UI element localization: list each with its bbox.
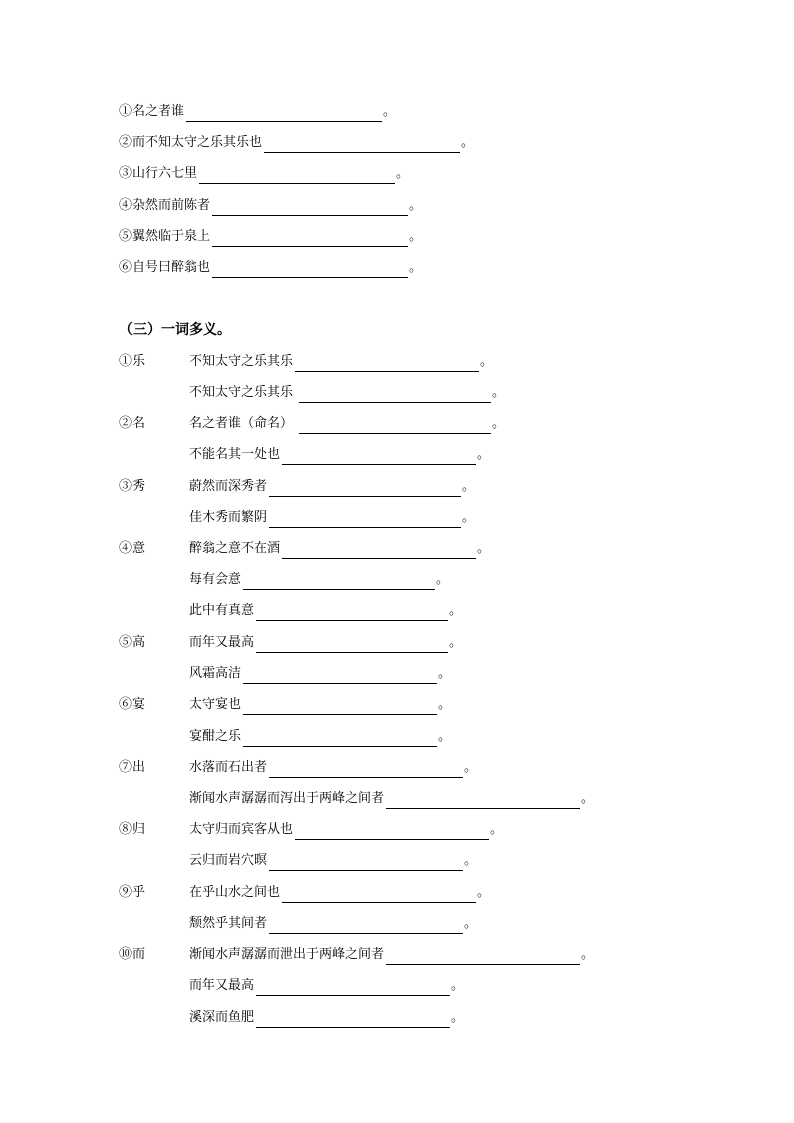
phrase-text: 此中有真意 (189, 603, 255, 618)
question-line (119, 102, 396, 122)
question-text: ③山行六七里 (119, 166, 198, 181)
period: 。 (451, 978, 465, 993)
period: 。 (409, 229, 423, 244)
question-text: ④杂然而前陈者 (119, 198, 211, 213)
question-text: ⑥自号曰醉翁也 (119, 260, 211, 275)
period: 。 (581, 947, 595, 962)
group-label: ②名 (119, 416, 146, 431)
answer-blank[interactable] (256, 1012, 450, 1028)
period: 。 (480, 354, 494, 369)
answer-blank[interactable] (243, 574, 435, 590)
group-label: ⑨乎 (119, 885, 146, 900)
phrase-text: 不知太守之乐其乐 (189, 385, 294, 400)
phrase-text: 宴酣之乐 (189, 729, 242, 744)
answer-blank[interactable] (269, 918, 463, 934)
period: 。 (436, 572, 450, 587)
phrase-text: 佳木秀而繁阴 (189, 510, 268, 525)
definition-line (189, 789, 594, 809)
question-text: ①名之者谁 (119, 104, 185, 119)
group-label: ①乐 (119, 354, 146, 369)
question-text: ②而不知太守之乐其乐也 (119, 135, 263, 150)
answer-blank[interactable] (282, 449, 476, 465)
period: 。 (492, 416, 506, 431)
phrase-text: 不知太守之乐其乐 (189, 354, 294, 369)
definition-line (189, 414, 505, 434)
phrase-text: 风霜高洁 (189, 666, 242, 681)
answer-blank[interactable] (386, 949, 580, 965)
definition-line (189, 633, 462, 653)
definition-line (189, 758, 477, 778)
definition-line (189, 477, 475, 497)
period: 。 (477, 447, 491, 462)
phrase-text: 醉翁之意不在酒 (189, 541, 281, 556)
definition-line (189, 383, 505, 403)
definition-line (189, 945, 594, 965)
phrase-text: 每有会意 (189, 572, 242, 587)
answer-blank[interactable] (269, 855, 463, 871)
question-line (119, 258, 422, 278)
group-label: ⑥宴 (119, 697, 146, 712)
section-heading: （三）一词多义。 (119, 322, 231, 338)
question-line (119, 196, 422, 216)
answer-blank[interactable] (269, 762, 463, 778)
question-line (119, 164, 409, 184)
group-label: ⑦出 (119, 760, 146, 775)
definition-line (189, 976, 464, 996)
answer-blank[interactable] (256, 605, 448, 621)
question-line (119, 133, 474, 153)
phrase-text: 太守归而宾客从也 (189, 822, 294, 837)
answer-blank[interactable] (282, 887, 476, 903)
period: 。 (490, 822, 504, 837)
answer-blank[interactable] (269, 481, 461, 497)
phrase-text: 而年又最高 (189, 978, 255, 993)
period: 。 (438, 729, 452, 744)
group-label: ⑧归 (119, 822, 146, 837)
answer-blank[interactable] (212, 262, 408, 278)
answer-blank[interactable] (386, 793, 580, 809)
period: 。 (383, 104, 397, 119)
period: 。 (438, 697, 452, 712)
definition-line (189, 664, 451, 684)
group-label: ③秀 (119, 479, 146, 494)
answer-blank[interactable] (243, 731, 437, 747)
period: 。 (451, 1010, 465, 1025)
answer-blank[interactable] (299, 387, 491, 403)
phrase-text: 在乎山水之间也 (189, 885, 281, 900)
phrase-text: 云归而岩穴暝 (189, 853, 268, 868)
answer-blank[interactable] (299, 418, 491, 434)
answer-blank[interactable] (295, 824, 489, 840)
phrase-text: 蔚然而深秀者 (189, 479, 268, 494)
period: 。 (581, 791, 595, 806)
definition-line (189, 727, 451, 747)
answer-blank[interactable] (212, 231, 408, 247)
phrase-text: 而年又最高 (189, 635, 255, 650)
definition-line (189, 1008, 464, 1028)
period: 。 (409, 198, 423, 213)
phrase-text: 溪深而鱼肥 (189, 1010, 255, 1025)
answer-blank[interactable] (243, 668, 437, 684)
question-text: ⑤翼然临于泉上 (119, 229, 211, 244)
answer-blank[interactable] (186, 106, 382, 122)
definition-line (189, 508, 475, 528)
answer-blank[interactable] (264, 137, 460, 153)
period: 。 (477, 885, 491, 900)
phrase-text: 太守宴也 (189, 697, 242, 712)
definition-line (189, 820, 503, 840)
answer-blank[interactable] (295, 356, 479, 372)
period: 。 (449, 635, 463, 650)
group-label: ④意 (119, 541, 146, 556)
answer-blank[interactable] (212, 200, 408, 216)
answer-blank[interactable] (243, 699, 437, 715)
phrase-text: 渐闻水声潺潺而泻出于两峰之间者 (189, 791, 385, 806)
phrase-text: 名之者谁（命名） (189, 416, 294, 431)
answer-blank[interactable] (256, 637, 448, 653)
phrase-text: 渐闻水声潺潺而泄出于两峰之间者 (189, 947, 385, 962)
group-label: ⑤高 (119, 635, 146, 650)
definition-line (189, 601, 462, 621)
definition-line (189, 695, 451, 715)
period: 。 (464, 916, 478, 931)
answer-blank[interactable] (199, 168, 395, 184)
period: 。 (462, 510, 476, 525)
period: 。 (464, 853, 478, 868)
period: 。 (462, 479, 476, 494)
period: 。 (438, 666, 452, 681)
definition-line (189, 570, 449, 590)
answer-blank[interactable] (269, 512, 461, 528)
phrase-text: 水落而石出者 (189, 760, 268, 775)
definition-line (189, 851, 477, 871)
period: 。 (477, 541, 491, 556)
answer-blank[interactable] (282, 543, 476, 559)
group-label: ⑩而 (119, 947, 146, 962)
definition-line (189, 352, 493, 372)
period: 。 (492, 385, 506, 400)
definition-line (189, 914, 477, 934)
definition-line (189, 445, 490, 465)
phrase-text: 颓然乎其间者 (189, 916, 268, 931)
period: 。 (464, 760, 478, 775)
period: 。 (409, 260, 423, 275)
phrase-text: 不能名其一处也 (189, 447, 281, 462)
definition-line (189, 539, 490, 559)
question-line (119, 227, 422, 247)
period: 。 (396, 166, 410, 181)
period: 。 (449, 603, 463, 618)
answer-blank[interactable] (256, 980, 450, 996)
definition-line (189, 883, 490, 903)
period: 。 (461, 135, 475, 150)
